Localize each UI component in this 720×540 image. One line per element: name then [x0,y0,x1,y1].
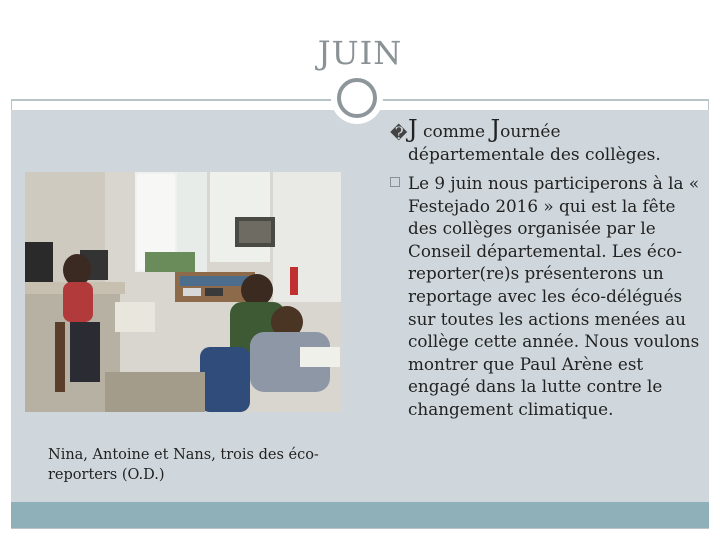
bullet-item-2 [390,172,708,421]
slide-title: JUIN [317,34,403,72]
classroom-photo [25,172,341,412]
bullet-item-1 [390,114,708,166]
bullet1-part1: comme [417,122,491,142]
bullet-glyph-icon: � [390,124,408,144]
bullet2-text: Le 9 juin nous participerons à la « Festejado 2016 » qui est la fête des collèges organisée par le Conseil départemental. Les éco-reporter(re)s présenterons un reportage avec les éco-délégués sur toutes les actions menées au collège cette année. Nous voulons montrer que Paul Arène est engagé dans la lutte contre le changement climatique. [408,173,700,419]
bottom-bar [11,502,709,528]
photo-caption: Nina, Antoine et Nans, trois des éco-reporters (O.D.) [48,447,319,483]
square-bullet-icon [390,177,400,187]
divider-circle-icon [337,78,377,118]
bullet1-continuation: départementale des collèges. [408,145,661,165]
bullet1-big-j1: J [408,115,418,143]
bullet1-part2: ournée [500,122,561,142]
bullet1-big-j2: J [490,115,501,143]
